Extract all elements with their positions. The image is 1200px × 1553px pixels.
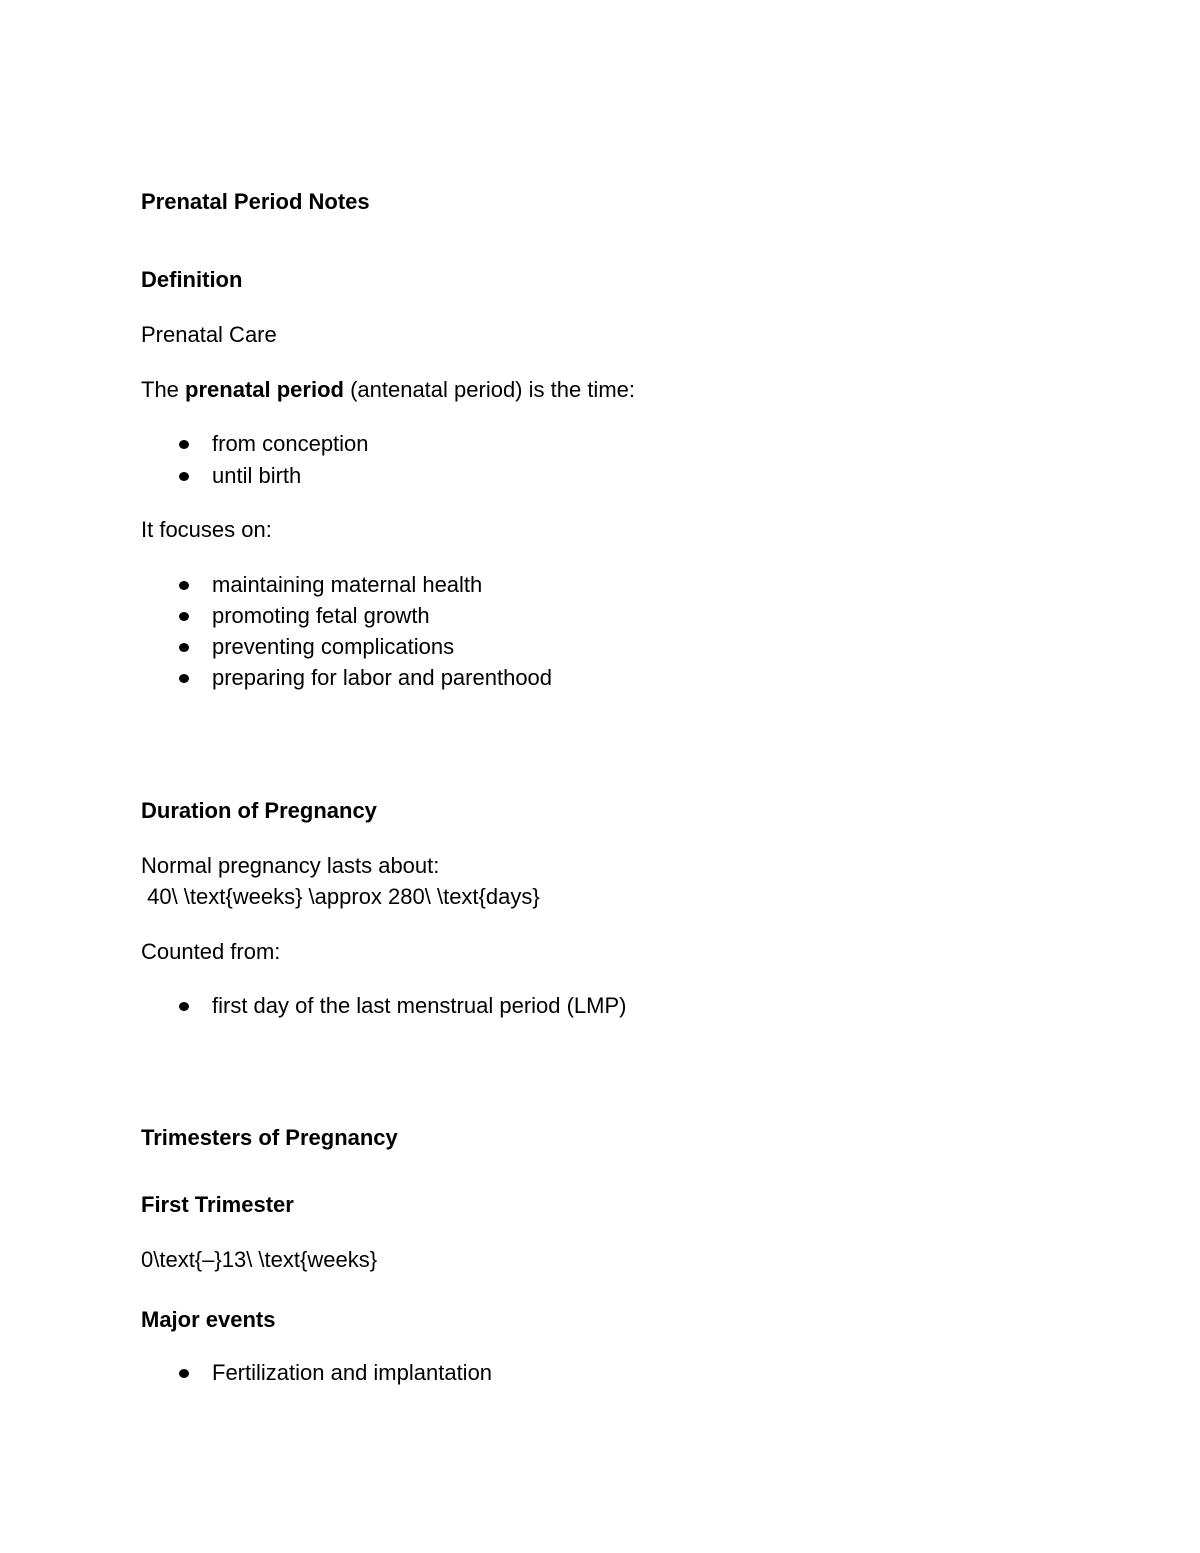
duration-heading: Duration of Pregnancy — [141, 798, 377, 823]
trimesters-heading: Trimesters of Pregnancy — [141, 1125, 398, 1150]
bullet-icon — [179, 1369, 189, 1378]
document-title: Prenatal Period Notes — [141, 189, 370, 214]
list-item-text: until birth — [212, 463, 302, 488]
bullet-icon — [179, 674, 189, 683]
bullet-icon — [179, 612, 189, 621]
bullet-icon — [179, 440, 189, 449]
definition-term: prenatal period — [185, 377, 344, 402]
bullet-icon — [179, 472, 189, 481]
bullet-icon — [179, 581, 189, 590]
first-trimester-range: 0\text{–}13\ \text{weeks} — [141, 1247, 378, 1272]
list-item-text: promoting fetal growth — [212, 603, 430, 628]
bullet-icon — [179, 1002, 189, 1011]
duration-intro: Normal pregnancy lasts about: — [141, 853, 440, 878]
list-item-text: Fertilization and implantation — [212, 1360, 493, 1385]
definition-sentence-prefix: The — [141, 377, 186, 402]
list-item-text: from conception — [212, 431, 369, 456]
definition-subheading: Prenatal Care — [141, 322, 277, 347]
list-item-text: preparing for labor and parenthood — [212, 665, 553, 690]
list-item-text: first day of the last menstrual period (LMP) — [212, 993, 627, 1018]
definition-heading: Definition — [141, 267, 243, 292]
list-item-text: preventing complications — [212, 634, 455, 659]
definition-sentence-suffix: (antenatal period) is the time: — [343, 377, 635, 402]
duration-formula: 40\ \text{weeks} \approx 280\ \text{days} — [141, 884, 540, 909]
definition-sentence — [141, 377, 635, 403]
first-trimester-heading: First Trimester — [141, 1192, 294, 1217]
bullet-icon — [179, 643, 189, 652]
list-item-text: maintaining maternal health — [212, 572, 483, 597]
counted-intro: Counted from: — [141, 939, 281, 964]
major-events-heading: Major events — [141, 1307, 276, 1332]
focus-intro: It focuses on: — [141, 517, 272, 542]
